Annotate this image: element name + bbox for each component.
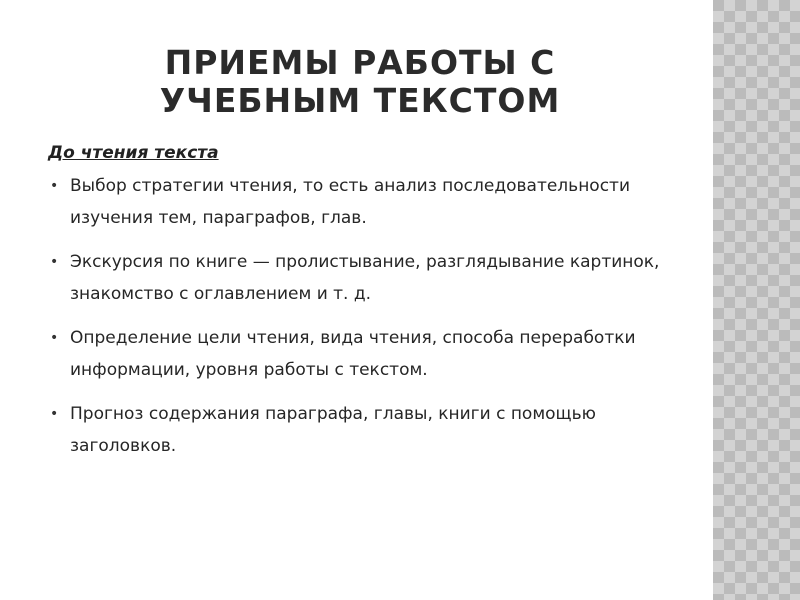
bullet-item-2	[48, 246, 698, 310]
slide-title-line-1: ПРИЕМЫ РАБОТЫ С	[164, 43, 556, 82]
section-subheading: До чтения текста	[48, 143, 219, 163]
bullet-dot-icon: •	[50, 330, 59, 346]
bullet-text-4: Прогноз содержания параграфа, главы, книги с помощью заголовков.	[70, 404, 596, 456]
bullet-text-2: Экскурсия по книге — пролистывание, разглядывание картинок, знакомство с оглавлением и т. д.	[70, 252, 660, 304]
slide-title	[40, 44, 680, 120]
bullet-text-1: Выбор стратегии чтения, то есть анализ последовательности изучения тем, параграфов, глав.	[70, 176, 631, 228]
bullet-item-3	[48, 322, 698, 386]
bullet-item-1	[48, 170, 698, 234]
bullet-dot-icon: •	[50, 406, 59, 422]
slide-content	[48, 142, 698, 474]
bullet-dot-icon: •	[50, 178, 59, 194]
bullet-dot-icon: •	[50, 254, 59, 270]
decorative-side-panel	[713, 0, 800, 600]
bullet-item-4	[48, 398, 698, 462]
bullet-list	[48, 170, 698, 462]
slide-title-line-2: УЧЕБНЫМ ТЕКСТОМ	[159, 81, 561, 120]
bullet-text-3: Определение цели чтения, вида чтения, способа переработки информации, уровня работы с текстом.	[70, 328, 636, 380]
